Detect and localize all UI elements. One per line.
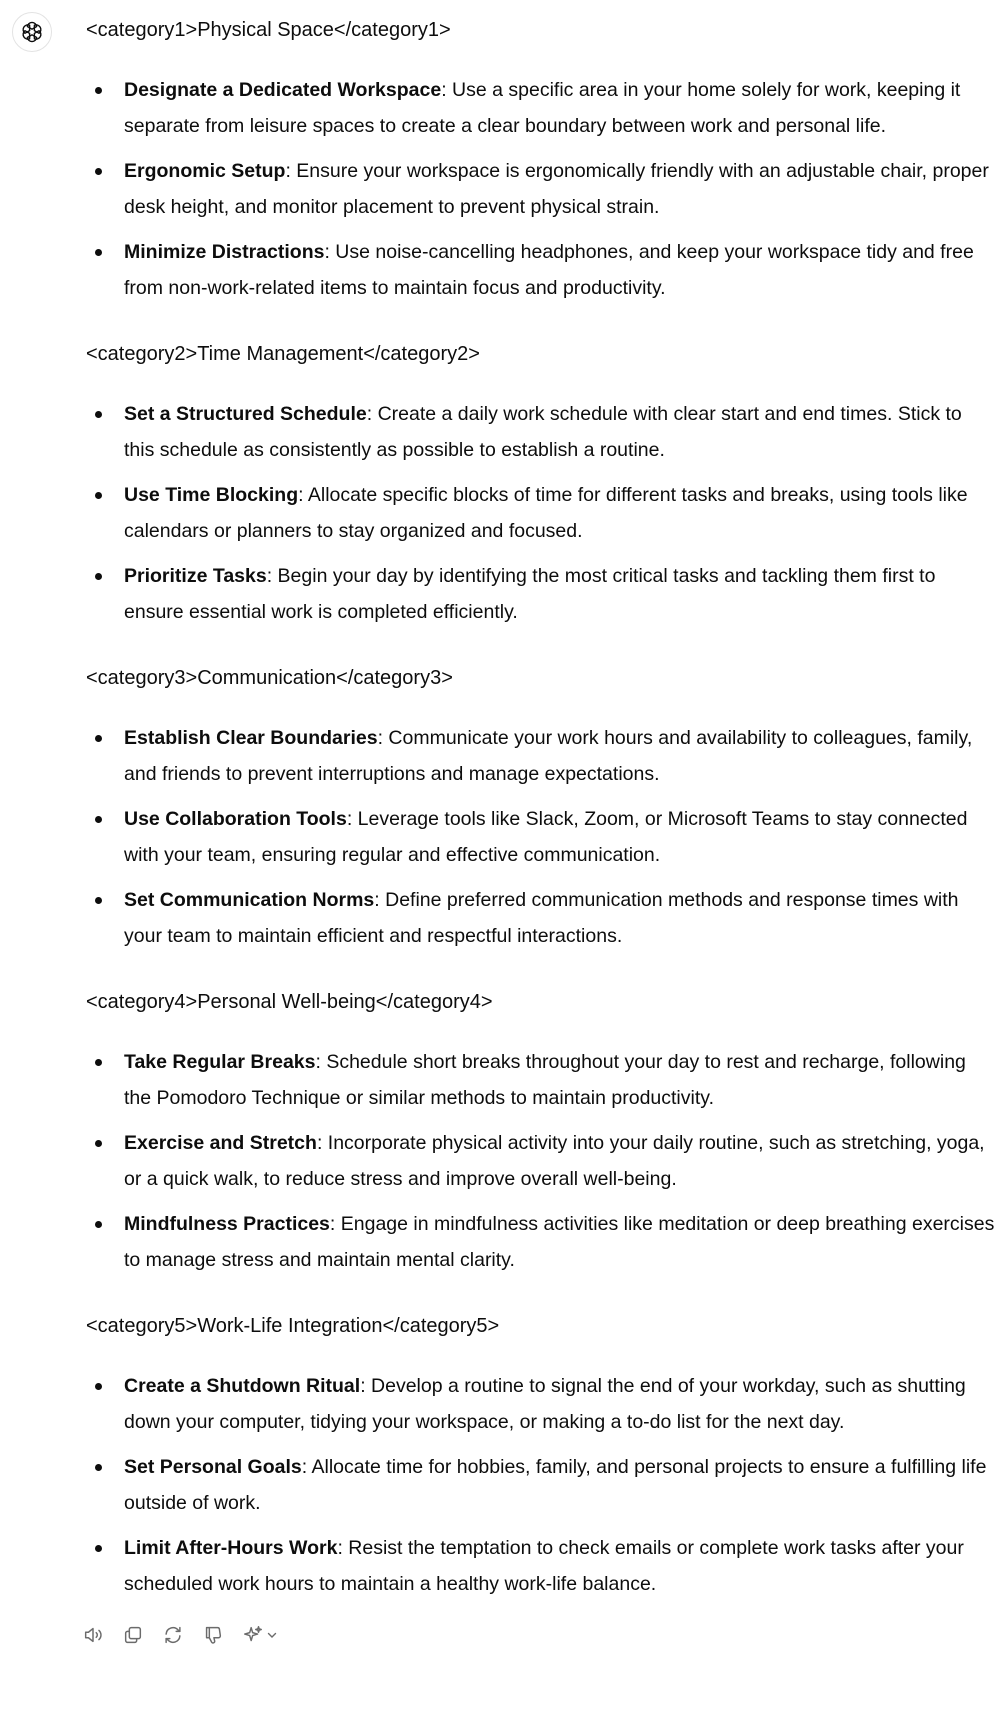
sparkle-model-icon [242, 1624, 264, 1646]
list-item-text: : Use a specific area in your home solely for work, keeping it separate from leisure spaces to create a clear boundary between work and personal life. [124, 79, 961, 137]
category-list [86, 1044, 996, 1278]
list-item [86, 72, 996, 144]
category-heading: <category2>Time Management</category2> [86, 343, 480, 365]
category-list [86, 720, 996, 954]
list-item-text: : Use noise-cancelling headphones, and keep your workspace tidy and free from non-work-related items to maintain focus and productivity. [124, 241, 974, 299]
list-item [86, 153, 996, 225]
list-item [86, 234, 996, 306]
list-item-title: Take Regular Breaks [124, 1051, 316, 1073]
list-item-text: : Allocate specific blocks of time for different tasks and breaks, using tools like calendars or planners to stay organized and focused. [124, 484, 968, 542]
list-item-title: Mindfulness Practices [124, 1213, 330, 1235]
list-item [86, 558, 996, 630]
list-item-title: Use Time Blocking [124, 484, 299, 506]
read-aloud-button[interactable] [80, 1622, 106, 1648]
chevron-down-icon [266, 1629, 278, 1641]
list-item-text: : Engage in mindfulness activities like meditation or deep breathing exercises to manage stress and maintain mental clarity. [124, 1213, 995, 1271]
list-item-title: Limit After-Hours Work [124, 1537, 338, 1559]
list-item-text: : Allocate time for hobbies, family, and personal projects to ensure a fulfilling life outside of work. [124, 1456, 987, 1514]
category-heading: <category4>Personal Well-being</category4> [86, 991, 493, 1013]
list-item-text: : Resist the temptation to check emails or complete work tasks after your scheduled work hours to maintain a healthy work-life balance. [124, 1537, 964, 1595]
list-item-title: Designate a Dedicated Workspace [124, 79, 442, 101]
list-item-title: Set Personal Goals [124, 1456, 302, 1478]
list-item-text: : Begin your day by identifying the most critical tasks and tackling them first to ensure essential work is completed efficiently. [124, 565, 936, 623]
list-item-title: Prioritize Tasks [124, 565, 267, 587]
list-item-title: Create a Shutdown Ritual [124, 1375, 361, 1397]
list-item [86, 882, 996, 954]
regenerate-button[interactable] [160, 1622, 186, 1648]
list-item [86, 1125, 996, 1197]
copy-icon [122, 1624, 144, 1646]
category-heading: <category5>Work-Life Integration</category5> [86, 1315, 500, 1337]
thumbs-down-icon [202, 1624, 224, 1646]
copy-button[interactable] [120, 1622, 146, 1648]
list-item [86, 1449, 996, 1521]
list-item-text: : Leverage tools like Slack, Zoom, or Microsoft Teams to stay connected with your team, ensuring regular and effective communication. [124, 808, 968, 866]
message-action-bar [80, 1622, 280, 1648]
list-item-text: : Ensure your workspace is ergonomically friendly with an adjustable chair, proper desk height, and monitor placement to prevent physical strain. [124, 160, 989, 218]
list-item-text: : Schedule short breaks throughout your day to rest and recharge, following the Pomodoro Technique or similar methods to maintain productivity. [124, 1051, 966, 1109]
list-item-text: : Develop a routine to signal the end of your workday, such as shutting down your computer, tidying your workspace, or making a to-do list for the next day. [124, 1375, 966, 1433]
list-item-title: Minimize Distractions [124, 241, 325, 263]
list-item-title: Use Collaboration Tools [124, 808, 347, 830]
category-list [86, 1368, 996, 1602]
list-item-title: Set Communication Norms [124, 889, 375, 911]
openai-logo-icon [19, 19, 45, 45]
model-switch-button[interactable] [240, 1622, 280, 1648]
thumbs-down-button[interactable] [200, 1622, 226, 1648]
assistant-message [86, 14, 996, 1634]
category-list [86, 72, 996, 306]
list-item-title: Establish Clear Boundaries [124, 727, 378, 749]
list-item [86, 1206, 996, 1278]
category-heading: <category1>Physical Space</category1> [86, 19, 451, 41]
list-item [86, 1044, 996, 1116]
list-item-title: Ergonomic Setup [124, 160, 286, 182]
list-item [86, 801, 996, 873]
list-item [86, 1368, 996, 1440]
assistant-avatar [12, 12, 52, 52]
list-item-text: : Communicate your work hours and availability to colleagues, family, and friends to prevent interruptions and manage expectations. [124, 727, 973, 785]
list-item-text: : Define preferred communication methods and response times with your team to maintain efficient and respectful interactions. [124, 889, 959, 947]
list-item-title: Set a Structured Schedule [124, 403, 367, 425]
list-item-text: : Incorporate physical activity into your daily routine, such as stretching, yoga, or a quick walk, to reduce stress and improve overall well-being. [124, 1132, 985, 1190]
list-item [86, 720, 996, 792]
category-list [86, 396, 996, 630]
read-aloud-icon [82, 1624, 104, 1646]
list-item [86, 396, 996, 468]
list-item [86, 477, 996, 549]
list-item-title: Exercise and Stretch [124, 1132, 317, 1154]
list-item [86, 1530, 996, 1602]
list-item-text: : Create a daily work schedule with clear start and end times. Stick to this schedule as consistently as possible to establish a routine. [124, 403, 962, 461]
category-heading: <category3>Communication</category3> [86, 667, 453, 689]
regenerate-icon [162, 1624, 184, 1646]
